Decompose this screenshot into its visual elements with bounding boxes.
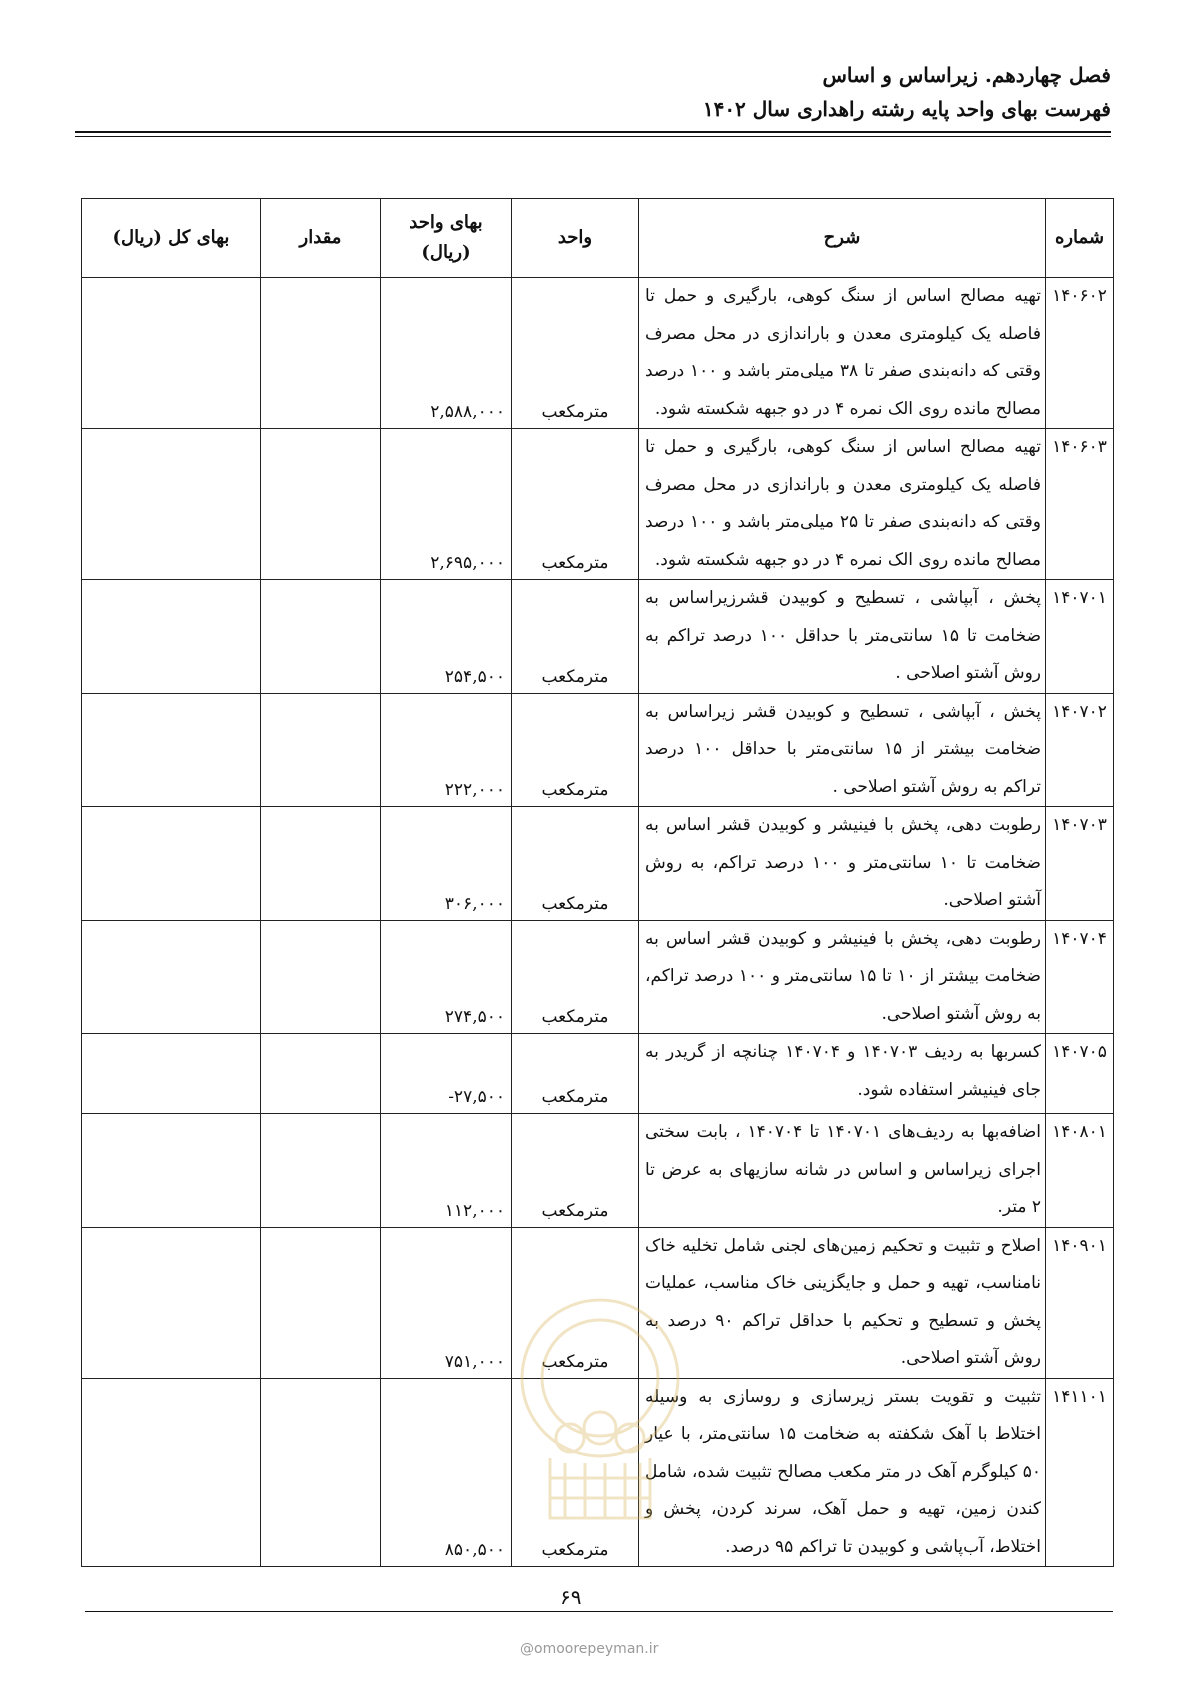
row-total [82, 920, 261, 1034]
row-unit-price: ۲,۶۹۵,۰۰۰ [381, 429, 512, 580]
col-header-description: شرح [639, 199, 1046, 278]
row-unit: مترمکعب [512, 807, 639, 921]
footer-rule [85, 1611, 1113, 1612]
row-quantity [261, 278, 381, 429]
col-header-code: شماره [1046, 199, 1114, 278]
row-quantity [261, 1227, 381, 1378]
row-quantity [261, 807, 381, 921]
col-header-quantity: مقدار [261, 199, 381, 278]
row-quantity [261, 580, 381, 694]
row-description: اصلاح و تثبیت و تحکیم زمین‌های لجنی شامل تخلیه خاک نامناسب، تهیه و حمل و جایگزینی خاک مناسب، عملیات پخش و تسطیح و تحکیم با حداقل تراکم ۹۰ درصد به روش آشتو اصلاحی. [639, 1227, 1046, 1378]
col-header-total-price: بهای کل (ریال) [82, 199, 261, 278]
row-unit-price: -۲۷,۵۰۰ [381, 1034, 512, 1114]
row-description: تهیه مصالح اساس از سنگ کوهی، بارگیری و حمل تا فاصله یک کیلومتری معدن و باراندازی در محل مصرف وقتی که دانه‌بندی صفر تا ۳۸ میلی‌متر باشد و ۱۰۰ درصد مصالح مانده روی الک نمره ۴ در دو جبهه شکسته شود. [639, 278, 1046, 429]
row-unit: مترمکعب [512, 429, 639, 580]
page-header [703, 58, 1111, 126]
row-quantity [261, 429, 381, 580]
row-quantity [261, 693, 381, 807]
row-unit-price: ۲۵۴,۵۰۰ [381, 580, 512, 694]
row-code: ۱۴۰۸۰۱ [1046, 1114, 1114, 1228]
table-row [82, 1114, 1114, 1228]
watermark-seal-logo [510, 1268, 690, 1538]
row-description: کسربها به ردیف ۱۴۰۷۰۳ و ۱۴۰۷۰۴ چنانچه از گریدر به جای فینیشر استفاده شود. [639, 1034, 1046, 1114]
row-total [82, 580, 261, 694]
row-unit: مترمکعب [512, 1114, 639, 1228]
row-unit-price: ۳۰۶,۰۰۰ [381, 807, 512, 921]
table-row [82, 920, 1114, 1034]
row-code: ۱۴۰۶۰۳ [1046, 429, 1114, 580]
row-code: ۱۴۰۹۰۱ [1046, 1227, 1114, 1378]
unit-price-label: بهای واحد [409, 212, 483, 233]
row-total [82, 429, 261, 580]
row-unit: مترمکعب [512, 278, 639, 429]
row-unit: مترمکعب [512, 580, 639, 694]
table-header-row [82, 199, 1114, 278]
row-quantity [261, 920, 381, 1034]
row-code: ۱۴۰۶۰۲ [1046, 278, 1114, 429]
table-row [82, 278, 1114, 429]
row-code: ۱۴۱۱۰۱ [1046, 1378, 1114, 1567]
row-unit: مترمکعب [512, 1378, 639, 1567]
row-total [82, 278, 261, 429]
row-quantity [261, 1114, 381, 1228]
row-total [82, 1114, 261, 1228]
row-total [82, 1378, 261, 1567]
page-number: ۶۹ [560, 1585, 582, 1609]
row-unit-price: ۸۵۰,۵۰۰ [381, 1378, 512, 1567]
table-row [82, 693, 1114, 807]
row-quantity [261, 1034, 381, 1114]
row-total [82, 693, 261, 807]
row-unit-price: ۲,۵۸۸,۰۰۰ [381, 278, 512, 429]
row-code: ۱۴۰۷۰۵ [1046, 1034, 1114, 1114]
header-rule-thick [75, 131, 1111, 133]
row-quantity [261, 1378, 381, 1567]
row-unit: مترمکعب [512, 693, 639, 807]
row-total [82, 1034, 261, 1114]
row-code: ۱۴۰۷۰۳ [1046, 807, 1114, 921]
row-total [82, 1227, 261, 1378]
row-unit-price: ۱۱۲,۰۰۰ [381, 1114, 512, 1228]
row-unit-price: ۷۵۱,۰۰۰ [381, 1227, 512, 1378]
table-row [82, 429, 1114, 580]
header-rule-thin [75, 136, 1111, 137]
row-unit-price: ۲۷۴,۵۰۰ [381, 920, 512, 1034]
table-row [82, 807, 1114, 921]
row-description: پخش ، آبپاشی ، تسطیح و کوبیدن قشرزیراساس به ضخامت تا ۱۵ سانتی‌متر با حداقل ۱۰۰ درصد تراکم به روش آشتو اصلاحی . [639, 580, 1046, 694]
row-description: اضافه‌بها به ردیف‌های ۱۴۰۷۰۱ تا ۱۴۰۷۰۴ ، بابت سختی اجرای زیراساس و اساس در شانه سازیهای به عرض تا ۲ متر. [639, 1114, 1046, 1228]
row-description: پخش ، آبپاشی ، تسطیح و کوبیدن قشر زیراساس به ضخامت بیشتر از ۱۵ سانتی‌متر با حداقل ۱۰۰ درصد تراکم به روش آشتو اصلاحی . [639, 693, 1046, 807]
chapter-title: فصل چهاردهم. زیراساس و اساس [822, 63, 1111, 87]
row-total [82, 807, 261, 921]
row-unit: مترمکعب [512, 920, 639, 1034]
row-unit: مترمکعب [512, 1227, 639, 1378]
row-code: ۱۴۰۷۰۲ [1046, 693, 1114, 807]
row-unit: مترمکعب [512, 1034, 639, 1114]
row-description: رطوبت دهی، پخش با فینیشر و کوبیدن قشر اساس به ضخامت تا ۱۰ سانتی‌متر و ۱۰۰ درصد تراکم، به روش آشتو اصلاحی. [639, 807, 1046, 921]
row-code: ۱۴۰۷۰۴ [1046, 920, 1114, 1034]
table-row [82, 1034, 1114, 1114]
row-description: تهیه مصالح اساس از سنگ کوهی، بارگیری و حمل تا فاصله یک کیلومتری معدن و باراندازی در محل مصرف وقتی که دانه‌بندی صفر تا ۲۵ میلی‌متر باشد و ۱۰۰ درصد مصالح مانده روی الک نمره ۴ در دو جبهه شکسته شود. [639, 429, 1046, 580]
row-unit-price: ۲۲۲,۰۰۰ [381, 693, 512, 807]
row-code: ۱۴۰۷۰۱ [1046, 580, 1114, 694]
row-description: تثبیت و تقویت بستر زیرسازی و روسازی به وسیله اختلاط با آهک شکفته به ضخامت ۱۵ سانتی‌متر، با عیار ۵۰ کیلوگرم آهک در متر مکعب مصالح تثبیت شده، شامل کندن زمین، تهیه و حمل آهک، سرند کردن، پخش و اختلاط، آب‌پاشی و کوبیدن تا تراکم ۹۵ درصد. [639, 1378, 1046, 1567]
table-row [82, 580, 1114, 694]
document-title: فهرست بهای واحد پایه رشته راهداری سال ۱۴۰۲ [702, 97, 1111, 121]
col-header-unit: واحد [512, 199, 639, 278]
website-watermark: @omoorepeyman.ir [520, 1641, 659, 1657]
unit-price-currency: (ریال) [421, 242, 471, 263]
col-header-unit-price [381, 199, 512, 278]
row-description: رطوبت دهی، پخش با فینیشر و کوبیدن قشر اساس به ضخامت بیشتر از ۱۰ تا ۱۵ سانتی‌متر و ۱۰۰ درصد تراکم، به روش آشتو اصلاحی. [639, 920, 1046, 1034]
